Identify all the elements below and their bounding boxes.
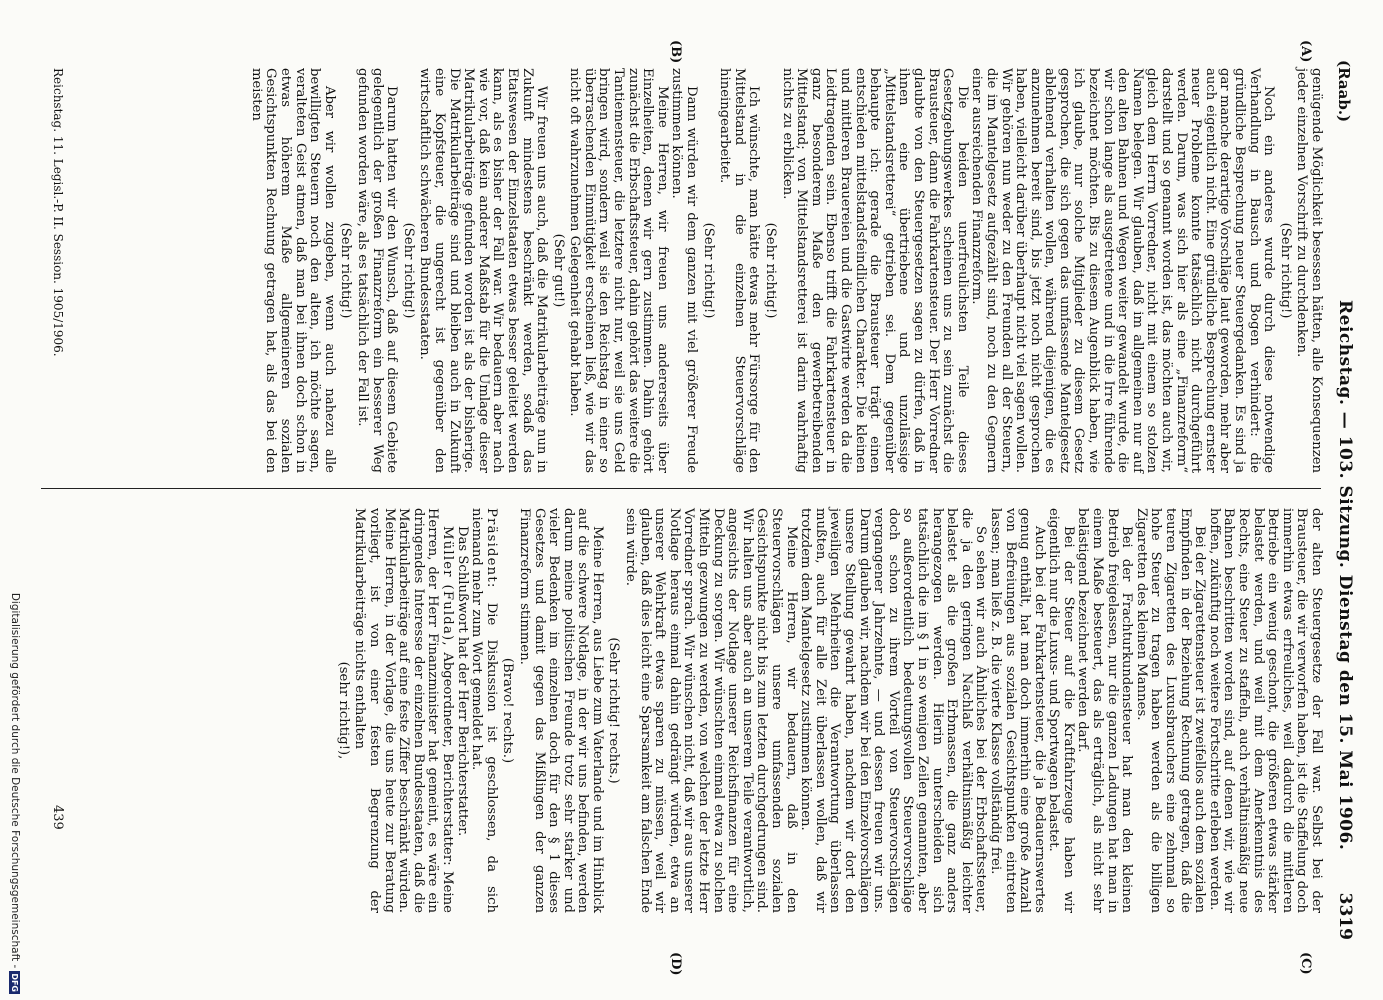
paragraph-text: der alten Steuergesetze der Fall war. Selbst bei der Brausteuer, die wir verworfen haben, ist die Staffelung doch immerhin etwas erfreuliches, weil dadurch die mittleren Betriebe ein wenig geschont, die größeren etwas stärker belastet werden, und weil mit dem Anerkenntnis des Rechts, eine Steuer zu staffeln, auch verhältnismäßig neue Bahnen beschritten worden sind, auf denen wir, wie wir hoffen, zukünftig noch weitere Fortschritte erleben werden. [1206, 508, 1324, 913]
paragraph [417, 68, 548, 473]
paragraph [454, 508, 469, 913]
paragraph-text: Bei der Zigarettensteuer ist zweifellos auch dem sozialen Empfinden in der Beziehung Rechnung getragen, daß die teuren Zigaretten des Luxusbrauchers eine zehnmal so hohe Steuer zu tragen haben werden als die billigen Zigaretten des kleinen Mannes. [1133, 508, 1208, 913]
interjection [338, 68, 353, 473]
footer-page-number: 439 [50, 805, 65, 830]
margin-marker-a: (A) [1298, 40, 1313, 63]
paragraph-text: Ich wünschte, man hätte etwas mehr Fürsorge für den Mittelstand in die einzelnen Steuervorschläge hineingearbeitet. [717, 68, 762, 473]
paragraph-text: Darum hatten wir den Wunsch, daß auf diesem Gebiete gelegentlich der großen Finanzreform ein besserer Weg gefunden worden wäre, als es tatsächlich der Fall ist. [355, 68, 400, 473]
text-column-left [248, 68, 1323, 473]
paragraph [1075, 508, 1133, 913]
paragraph-text: So sehen wir auch Ähnliches bei der Erbschaftssteuer, die ja den geringen Nachlaß verhältnismäßig leichter belastet als die großen Erbmassen, die ganz anders herangezogen werden. Hierin unterscheiden sich tatsächlich die im § 1 in so wenigen Zeilen genannten, aber so außerordentlich bedeutungsvollen Steuervorschläge doch schon zu ihrem Vorteil von Steuervorschlägen vergangener Jahrzehnte, — und dessen freuen wir uns. Darum glauben wir, nachdem wir bei den Einzelvorschlägen unsere Stellung gewahrt haben, nachdem wir dort den jeweiligen Mehrheiten die Verantwortung überlassen mußten, auch für alle Zeit überlassen wollen, daß wir trotzdem dem Mantelgesetz zustimmen können. [798, 508, 989, 913]
paragraph [469, 508, 498, 913]
paragraph [1294, 68, 1323, 473]
digitization-credit-text: Digitalisierung gefördert durch die Deutsche Forschungsgemeinschaft - [9, 592, 21, 969]
paragraph [567, 68, 669, 473]
paragraph-text: Die beiden unerfreulichsten Teile dieses Gesetzgebungswerkes scheinen uns zu sein zunächst die Brausteuer, dann die Fahrkartensteuer. Der Herr Vorredner glaubte von den Steuergesetzen sagen zu dürfen, daß in ihnen eine übertriebene und unzulässige „Mittelstandsretterei“ getrieben sei. Dem gegenüber behaupte ich: gerade die Brausteuer trägt einen entschieden mittelstandsfeindlichen Charakter. Die kleinen und mittleren Brauereien und die Gastwirte werden da die Leidtragenden sein. Ebenso trifft die Fahrkartensteuer in ganz besonderem Maße den gewerbetreibenden Mittelstand; von Mittelstandsretterei ist darin wahrhaftig nichts zu erblicken. [779, 68, 970, 473]
paragraph-text: Noch ein anderes wurde durch diese notwendige Verhandlung in Bausch und Bogen verhindert: die gründliche Besprechung neuer Steuergedanken. Es sind ja gar manche derartige Vorschläge laut geworden, mehr aber auch eigentlich nicht. Eine gründliche Besprechung ernster neuer Probleme konnte tatsächlich nicht durchgeführt werden. Darum, was sich hier als eine „Finanzreform“ darstellt und so genannt worden ist, das möchten auch wir, gleich dem Herrn Vorredner, nicht mit einem so stolzen Namen belegen. Wir glauben, daß im allgemeinen nur auf den alten Bahnen und Wegen weiter gewandelt wurde, die wir schon lange als ausgetretene und in die Irre führende bezeichnet möchten. Bis zu diesem Augenblick haben, wie ich glaube, nur solche Mitglieder zu diesem Gesetz gesprochen, die sich gegen das umfassende Mantelgesetz ablehnend verhalten wollen, während diejenigen, die es anzunehmen bereit sind, bis jetzt noch nicht gesprochen haben, vielleicht darüber überhaupt nicht viel sagen wollen. Wir gehören nun weder zu den Freunden all der Steuern, die im Mantelgesetz aufgezählt sind, noch zu den Gegnern einer ausreichenden Finanzreform. [969, 68, 1277, 473]
paragraph-text: (Sehr richtig!) [700, 222, 716, 319]
paragraph [1206, 508, 1323, 913]
paragraph-text: (sehr richtig!), [335, 661, 351, 760]
paragraph [352, 508, 454, 913]
paragraph-text: Bei der Steuer auf die Kraftfahrzeuge haben wir eigentlich nur die Luxus- und Sportwagen belastet. [1046, 508, 1076, 913]
digitization-credit [9, 593, 21, 994]
interjection [700, 68, 715, 473]
paragraph [717, 68, 761, 473]
running-title: Reichstag. — 103. Sitzung. Dienstag den 15. Mai 1906. [1335, 300, 1355, 851]
interjection [1277, 68, 1292, 473]
paragraph [1046, 508, 1075, 913]
paragraph-text: Bei der Frachturkundensteuer hat man den kleinen Betrieb freigelassen, nur die ganzen Ladungen hat man in einem Maße besteuert, das als erträglich, als nicht sehr belästigend bezeichnet werden darf. [1075, 508, 1135, 913]
paragraph-text: Abgeordneter, Berichterstatter: Meine Herren, der Herr Finanzminister hat gemeint, es wäre ein dringendes Interesse der einzelnen Bundesstaaten, daß die Matrikularbeiträge auf eine feste Ziffer beschränkt würden. Meine Herren, in der Vorlage, die uns heute zur Beratung vorliegt, ist von einer festen Begrenzung der Matrikularbeiträge nichts enthalten [352, 508, 455, 913]
paragraph [798, 508, 988, 913]
speaker-label: Müller (Fulda), [439, 526, 455, 647]
paragraph-text: (Sehr richtig!) [400, 222, 416, 319]
speaker-label: Präsident: [483, 508, 499, 589]
paragraph-text: (Sehr gut!) [550, 233, 566, 308]
dfg-logo: DFG [10, 973, 20, 992]
interjection [500, 508, 515, 913]
paragraph-text: (Bravo! rechts.) [500, 657, 516, 764]
paragraph-text: Dann würden wir dem ganzen mit viel größerer Freude zustimmen können. [669, 68, 700, 473]
paragraph [779, 68, 969, 473]
column-divider [41, 488, 1321, 489]
paragraph-text: Die Diskussion ist geschlossen, da sich niemand mehr zum Wort gemeldet hat. [469, 508, 499, 913]
paragraph-text: Aber wir wollen zugeben, wenn auch nahezu alle bewilligten Steuern noch den alten, ich möchte sagen, veralteten Geist atmen, daß man bei ihnen doch schon in etwas höherem Maße allgemeineren sozialen Gesichtspunkten Rechnung getragen hat, als das bei den meisten [248, 68, 337, 473]
paragraph-text: Meine Herren, wir bedauern, daß in den Steuervorschlägen unsere umfassenden sozialen Gesichtspunkte nicht bis zum letzten durchgedrungen sind. Wir halten uns aber auch an unserem Teile verantwortlich, angesichts der Notlage unserer Reichsfinanzen für eine Deckung zu sorgen. Wir wünschten einmal etwa zu solchen Mitteln gezwungen zu werden, von welchen der letzte Herr Vorredner sprach. Wir wünschen nicht, daß wir aus unserer Notlage heraus einmal dahin gedrängt würden, etwa an unserer Wehrkraft etwas sparen zu müssen, weil wir glauben, daß dies leicht eine Sparsamkeit am falschen Ende sein würde. [623, 508, 799, 913]
paragraph-text: Meine Herren, aus Liebe zum Vaterlande und im Hinblick auf die schwere Notlage, in der wir uns befinden, werden darum meine politischen Freunde trotz sehr starker und vieler Bedenken im einzelnen doch für den § 1 dieses Gesetzes und damit gegen das Mißlingen der ganzen Finanzreform stimmen. [516, 508, 605, 913]
text-column-right [333, 508, 1323, 913]
paragraph-text: (Sehr richtig!) [338, 222, 354, 319]
margin-marker-d: (D) [668, 952, 683, 976]
paragraph [669, 68, 698, 473]
footer-session-info: Reichstag. 11. Legisl.-P. II. Session. 1905/1906. [51, 68, 65, 357]
paragraph-text: (Sehr richtig!) [1277, 222, 1293, 319]
page-header [1329, 60, 1357, 940]
paragraph [987, 508, 1045, 913]
margin-marker-c: (C) [1298, 952, 1313, 975]
paragraph [1133, 508, 1206, 913]
paragraph-text: (Sehr richtig!) [763, 222, 779, 319]
paragraph [969, 68, 1275, 473]
interjection [550, 68, 565, 473]
paragraph [516, 508, 604, 913]
paragraph-text: Wir freuen uns auch, daß die Matrikularbeiträge nun in Zukunft mindestens beschränkt werden, sodaß das Etatswesen der Einzelstaaten etwas besser geleitet werden kann, als es bisher der Fall war. Wir bedauern aber nach wie vor, daß kein anderer Maßstab für die Umlage dieser Matrikularbeiträge gefunden worden ist als der bisherige. Die Matrikularbeiträge sind und bleiben auch in Zukunft eine Kopfsteuer, die ungerecht ist gegenüber den wirtschaftlich schwächeren Bundesstaaten. [417, 68, 550, 473]
interjection [762, 68, 777, 473]
paragraph [354, 68, 398, 473]
paragraph [248, 68, 336, 473]
interjection [400, 68, 415, 473]
paragraph-text: (Sehr richtig! rechts.) [606, 637, 622, 784]
paragraph-text: Auch bei der Fahrkartensteuer, die ja Bedauernswertes genug enthält, hat man doch immerhin eine große Anzahl von Befreiungen aus sozialen Gesichtspunkten eintreten lassen; man ließ z. B. die vierte Klasse vollständig frei. [987, 508, 1047, 913]
paragraph-text: Das Schlußwort hat der Herr Berichterstatter. [454, 526, 470, 837]
interjection [606, 508, 621, 913]
margin-marker-b: (B) [668, 40, 683, 64]
speaker-name-header: (Raab.) [1335, 60, 1353, 123]
interjection [335, 508, 350, 913]
page-number-header: 3319 [1335, 892, 1355, 940]
paragraph [623, 508, 798, 913]
paragraph-text: Meine Herren, wir freuen uns andererseits über Einzelheiten, denen wir gern zustimmen. Dahin gehört zunächst die Erbschaftssteuer, dahin gehört das weitere die Tantiemensteuer, die letztere nicht nur, weil sie uns Geld bringen wird, sondern weil sie den Reichstag in einer so überraschenden Einmütigkeit erscheinen ließ, wie wir das nicht oft wahrzunehmen Gelegenheit gehabt haben. [567, 68, 670, 473]
paragraph-text: genügende Möglichkeit besessen hätten, alle Konsequenzen jeder einzelnen Vorschrift zu durchdenken. [1294, 68, 1324, 473]
